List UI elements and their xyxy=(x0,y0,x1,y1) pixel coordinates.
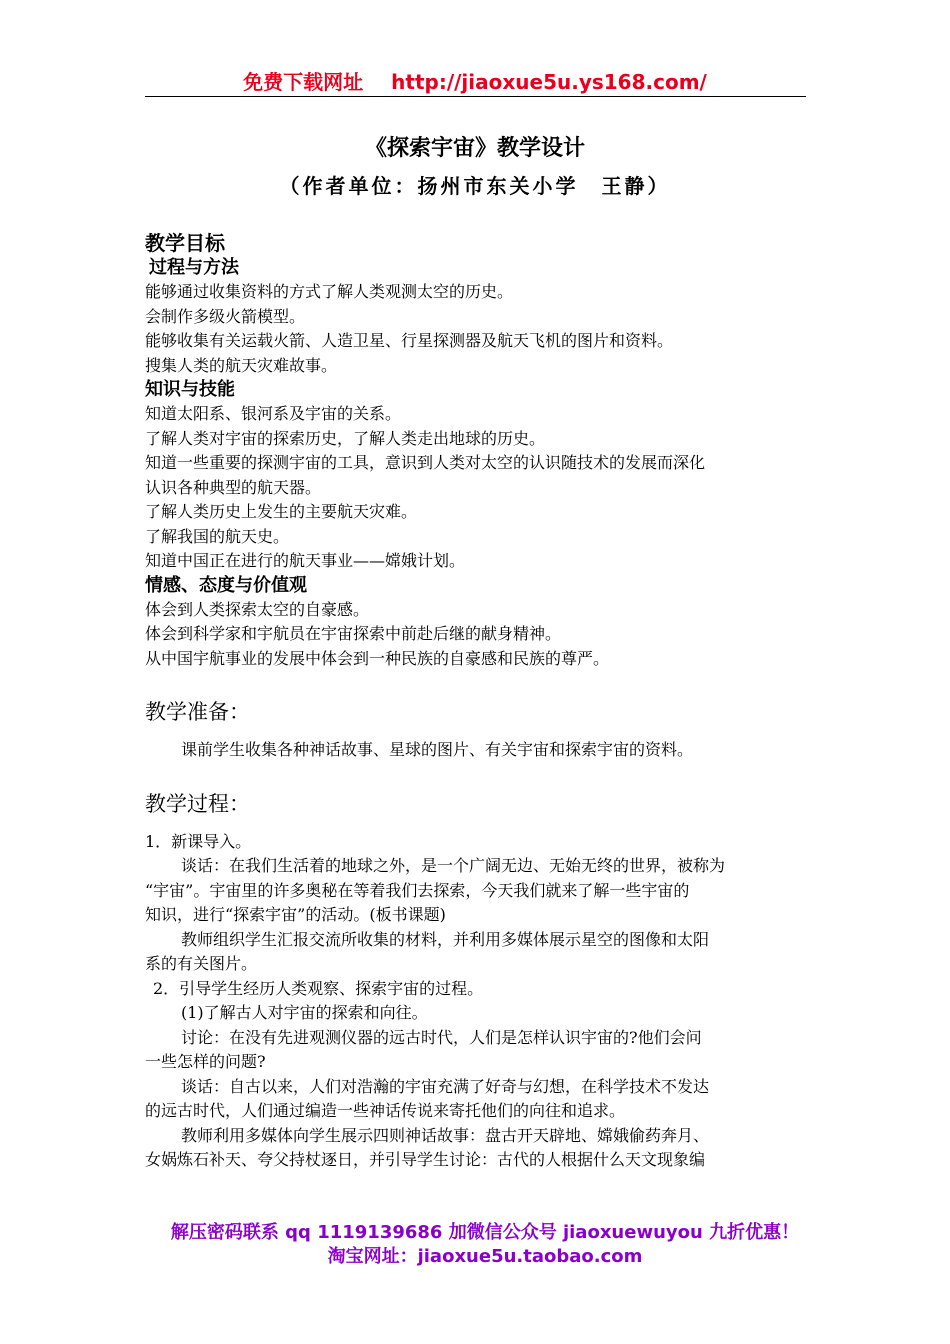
process-line: 谈话：在我们生活着的地球之外，是一个广阔无边、无始无终的世界，被称为 xyxy=(181,856,726,875)
preparation-heading: 教学准备： xyxy=(145,700,250,724)
list-item: 了解人类历史上发生的主要航天灾难。 xyxy=(145,502,418,521)
footer-shop-link[interactable]: 淘宝网址：jiaoxue5u.taobao.com xyxy=(327,1246,643,1267)
list-item: 能够通过收集资料的方式了解人类观测太空的历史。 xyxy=(145,282,514,301)
list-item: 了解人类对宇宙的探索历史，了解人类走出地球的历史。 xyxy=(145,428,546,448)
list-item: 知道太阳系、银河系及宇宙的关系。 xyxy=(145,404,402,423)
list-item: 搜集人类的航天灾难故事。 xyxy=(145,355,338,375)
process-line: 一些怎样的问题? xyxy=(145,1052,266,1071)
list-item: 了解我国的航天史。 xyxy=(145,526,290,546)
process-line: 讨论：在没有先进观测仪器的远古时代，人们是怎样认识宇宙的?他们会问 xyxy=(181,1027,702,1047)
process-line: 知识，进行“探索宇宙”的活动。(板书课题) xyxy=(145,905,446,924)
list-item: 能够收集有关运载火箭、人造卫星、行星探测器及航天飞机的图片和资料。 xyxy=(145,331,674,350)
process-line: 系的有关图片。 xyxy=(145,954,258,973)
process-line: “宇宙”。宇宙里的许多奥秘在等着我们去探索，今天我们就来了解一些宇宙的 xyxy=(145,880,690,900)
footer-contact: 解压密码联系 qq 1119139686 加微信公众号 jiaoxuewuyou 九折优惠！ xyxy=(170,1222,800,1243)
list-item: 知道中国正在进行的航天事业——嫦娥计划。 xyxy=(145,551,466,570)
process-line: 教师组织学生汇报交流所收集的材料，并利用多媒体展示星空的图像和太阳 xyxy=(181,929,710,949)
attitude-heading: 情感、态度与价值观 xyxy=(145,574,307,596)
list-item: 体会到科学家和宇航员在宇宙探索中前赴后继的献身精神。 xyxy=(145,624,562,643)
header-label: 免费下载网址 xyxy=(243,70,364,94)
document-subtitle: （作者单位：扬州市东关小学 王静） xyxy=(279,174,671,198)
list-item: 体会到人类探索太空的自豪感。 xyxy=(145,599,370,619)
process-line: 女娲炼石补天、夸父持杖逐日，并引导学生讨论：古代的人根据什么天文现象编 xyxy=(145,1150,706,1169)
list-item: 认识各种典型的航天器。 xyxy=(145,477,322,497)
header-url[interactable]: http://jiaoxue5u.ys168.com/ xyxy=(391,70,707,94)
preparation-text: 课前学生收集各种神话故事、星球的图片、有关宇宙和探索宇宙的资料。 xyxy=(181,740,694,759)
process-line: 教师利用多媒体向学生展示四则神话故事：盘古开天辟地、嫦娥偷药奔月、 xyxy=(181,1125,710,1145)
header-link[interactable] xyxy=(145,66,805,95)
process-line: 2．引导学生经历人类观察、探索宇宙的过程。 xyxy=(153,978,484,998)
list-item: 知道一些重要的探测宇宙的工具，意识到人类对太空的认识随技术的发展而深化 xyxy=(145,453,706,472)
objectives-heading: 教学目标 xyxy=(145,231,225,255)
process-method-heading: 过程与方法 xyxy=(149,257,239,278)
process-heading: 教学过程： xyxy=(145,791,250,816)
process-line: (1)了解古人对宇宙的探索和向往。 xyxy=(181,1003,428,1022)
process-line: 谈话：自古以来，人们对浩瀚的宇宙充满了好奇与幻想，在科学技术不发达 xyxy=(181,1076,710,1096)
document-title: 《探索宇宙》教学设计 xyxy=(364,136,585,161)
document-body xyxy=(145,230,810,1173)
process-line: 的远古时代，人们通过编造一些神话传说来寄托他们的向往和追求。 xyxy=(145,1101,626,1120)
list-item: 从中国宇航事业的发展中体会到一种民族的自豪感和民族的尊严。 xyxy=(145,648,610,668)
header-divider xyxy=(145,96,806,97)
process-line: 1．新课导入。 xyxy=(145,831,252,851)
list-item: 会制作多级火箭模型。 xyxy=(145,306,306,326)
knowledge-heading: 知识与技能 xyxy=(145,379,235,400)
